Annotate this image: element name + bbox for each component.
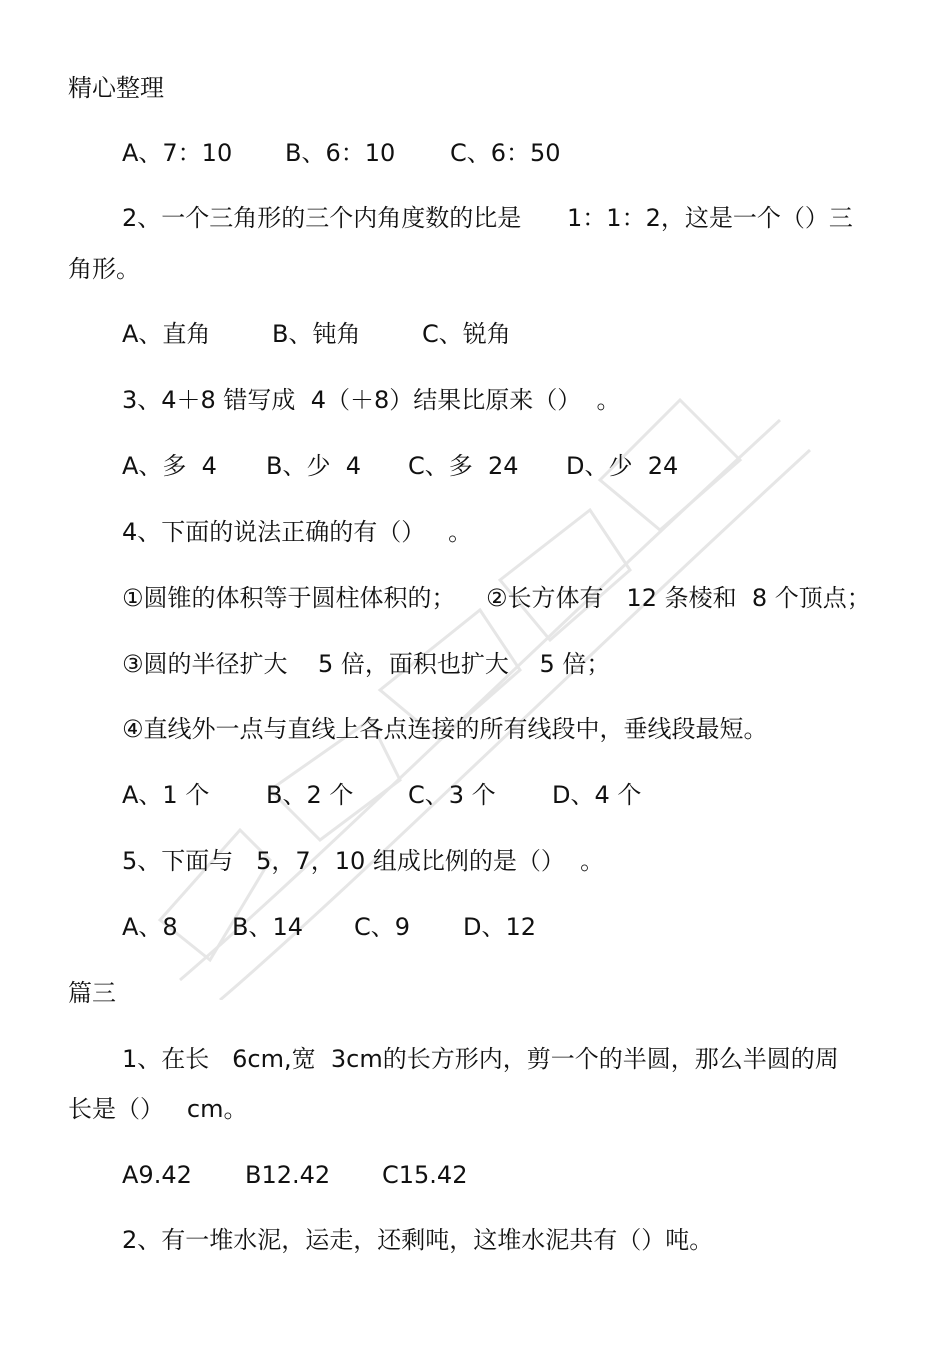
q2-option-a: A、直角 [122, 320, 211, 348]
section-title: 篇三 [68, 979, 116, 1007]
q4-option-c: C、3 个 [408, 781, 496, 809]
q3-option-c: C、多 24 [408, 452, 519, 480]
q5-text: 5、下面与 5，7，10 组成比例的是（） 。 [122, 847, 605, 875]
q3-option-b: B、少 4 [266, 452, 361, 480]
q2-option-b: B、钝角 [272, 320, 361, 348]
s3-q1-text-line1: 1、在长 6cm,宽 3cm的长方形内，剪一个的半圆，那么半圆的周 [122, 1045, 839, 1073]
q3-text: 3、4＋8 错写成 4（＋8）结果比原来（） 。 [122, 386, 621, 414]
q4-statement-1-2: ①圆锥的体积等于圆柱体积的； ②长方体有 12 条棱和 8 个顶点； [122, 584, 871, 612]
s3-q2-text: 2、有一堆水泥，运走，还剩吨，这堆水泥共有（）吨。 [122, 1226, 714, 1254]
q4-statement-3: ③圆的半径扩大 5 倍，面积也扩大 5 倍； [122, 650, 611, 678]
q5-option-b: B、14 [232, 913, 304, 941]
q1-option-a: A、7：10 [122, 139, 233, 167]
q5-option-a: A、8 [122, 913, 178, 941]
q4-text: 4、下面的说法正确的有（） 。 [122, 518, 473, 546]
q1-option-c: C、6：50 [450, 139, 561, 167]
s3-q1-text-line2: 长是（） cm。 [68, 1095, 248, 1123]
q4-option-d: D、4 个 [552, 781, 642, 809]
q2-option-c: C、锐角 [422, 320, 511, 348]
q5-option-d: D、12 [463, 913, 537, 941]
s3-q1-option-a: A9.42 [122, 1161, 192, 1189]
s3-q1-option-c: C15.42 [382, 1161, 468, 1189]
page-header: 精心整理 [68, 74, 164, 102]
q2-text-line1: 2、一个三角形的三个内角度数的比是 1：1：2，这是一个（）三 [122, 204, 853, 232]
q2-text-line2: 角形。 [68, 255, 140, 283]
q4-option-b: B、2 个 [266, 781, 354, 809]
q3-option-d: D、少 24 [566, 452, 679, 480]
q1-option-b: B、6：10 [285, 139, 396, 167]
s3-q1-option-b: B12.42 [245, 1161, 331, 1189]
q3-option-a: A、多 4 [122, 452, 217, 480]
q5-option-c: C、9 [354, 913, 411, 941]
q4-option-a: A、1 个 [122, 781, 210, 809]
q4-statement-4: ④直线外一点与直线上各点连接的所有线段中，垂线段最短。 [122, 715, 768, 743]
